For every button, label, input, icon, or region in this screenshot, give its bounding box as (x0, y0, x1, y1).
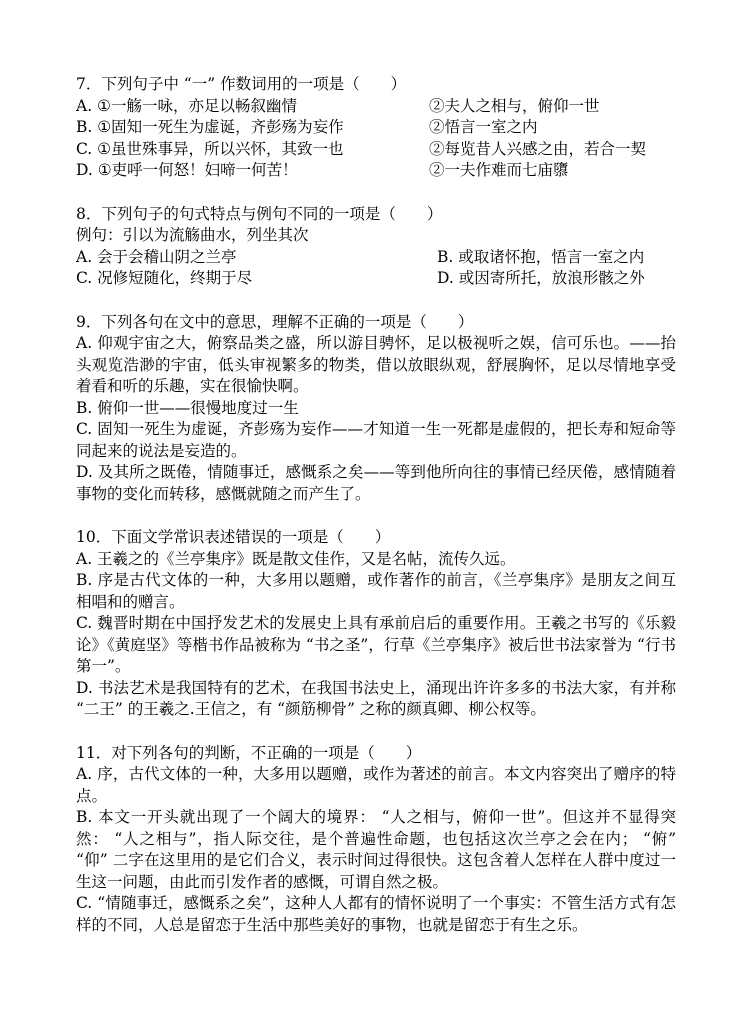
exam-page (76, 74, 676, 958)
option-b: B. 或取诸怀抱，悟言一室之内 (437, 247, 645, 266)
question-11 (76, 743, 676, 937)
question-8-options-ab (76, 247, 676, 269)
option-a-part-1: A. ①一觞一咏，亦足以畅叙幽情 (76, 96, 297, 115)
question-10-option-c: C. 魏晋时期在中国抒发艺术的发展史上具有承前启后的重要作用。王羲之书写的《乐毅论》《黄庭坚》等楷书作品被称为 “书之圣”，行草《兰亭集序》被后世书法家誉为 “行书第一”。 (76, 614, 676, 675)
question-9-option-a: A. 仰观宇宙之大，俯察品类之盛，所以游目骋怀，足以极视听之娱，信可乐也。——抬头观览浩渺的宇宙，低头审视繁多的物类，借以放眼纵观，舒展胸怀，足以尽情地享受着看和听的乐趣，实在很愉快啊。 (76, 334, 676, 395)
question-10-option-d: D. 书法艺术是我国特有的艺术，在我国书法史上，涌现出许许多多的书法大家，有并称 “二王” 的王羲之.王信之，有 “颜筋柳骨” 之称的颜真卿、柳公权等。 (76, 678, 676, 718)
option-b-part-1: B. ①固知一死生为虚诞，齐彭殇为妄作 (76, 118, 344, 136)
question-10-option-b: B. 序是古代文体的一种，大多用以题赠，或作著作的前言，《兰亭集序》是朋友之间互相唱和的赠言。 (76, 571, 676, 611)
option-a: A. 会于会稽山阴之兰亭 (76, 247, 237, 266)
question-8-example: 例句：引以为流觞曲水，列坐其次 (76, 226, 309, 244)
question-11-option-b: B. 本文一开头就出现了一个阔大的境界： “人之相与，俯仰一世”。但这并不显得突然： “人之相与”，指人际交往，是个普遍性命题，也包括这次兰亭之会在内； “俯” “仰” 二字在这里用的是它们合义，表示时间过得很快。这包含着人怎样在人群中度过一生这一问题，由此而引发作者的感慨，可谓自然之极。 (76, 808, 676, 891)
question-8 (76, 204, 676, 290)
option-a-part-2: ②夫人之相与，俯仰一世 (429, 96, 600, 115)
option-c: C. 况修短随化，终期于尽 (76, 269, 253, 287)
option-b-part-2: ②悟言一室之内 (429, 118, 538, 136)
question-7 (76, 74, 676, 182)
question-8-title: 8．下列句子的句式特点与例句不同的一项是（ ） (76, 204, 443, 223)
option-c-part-1: C. ①虽世殊事异，所以兴怀，其致一也 (76, 139, 344, 158)
option-c-part-2: ②每览昔人兴感之由，若合一契 (429, 139, 647, 158)
option-d-part-1: D. ①吏呼一何怒！妇啼一何苦！ (76, 161, 298, 179)
question-8-options-cd (76, 268, 676, 290)
question-7-option-b (76, 117, 676, 139)
option-d: D. 或因寄所托，放浪形骸之外 (437, 269, 645, 287)
question-9-title: 9．下列各句在文中的意思，理解不正确的一项是（ ） (76, 312, 474, 331)
question-7-option-d (76, 160, 676, 182)
question-9-option-d: D. 及其所之既倦，情随事迁，感慨系之矣——等到他所向往的事情已经厌倦，感情随着事物的变化而转移，感慨就随之而产生了。 (76, 463, 676, 503)
question-10-option-a: A. 王羲之的《兰亭集序》既是散文佳作，又是名帖，流传久远。 (76, 549, 516, 568)
question-11-title: 11．对下列各句的判断，不正确的一项是（ ） (76, 743, 422, 762)
question-7-option-a (76, 96, 676, 118)
question-7-option-c (76, 139, 676, 161)
question-10 (76, 527, 676, 721)
option-d-part-2: ②一夫作难而七庙隳 (429, 161, 569, 179)
question-7-title: 7．下列句子中 “一” 作数词用的一项是（ ） (76, 75, 407, 93)
question-11-option-c: C. “情随事迁，感慨系之矣”，这种人人都有的情怀说明了一个事实：不管生活方式有怎样的不同，人总是留恋于生活中那些美好的事物，也就是留恋于有生之乐。 (76, 894, 676, 934)
question-11-option-a: A. 序，古代文体的一种，大多用以题赠，或作为著述的前言。本文内容突出了赠序的特点。 (76, 765, 676, 805)
question-9-option-b: B. 俯仰一世——很慢地度过一生 (76, 398, 299, 417)
question-9-option-c: C. 固知一死生为虚诞，齐彭殇为妄作——才知道一生一死都是虚假的，把长寿和短命等同起来的说法是妄造的。 (76, 420, 676, 460)
question-10-title: 10．下面文学常识表述错误的一项是（ ） (76, 528, 391, 546)
question-9 (76, 312, 676, 506)
